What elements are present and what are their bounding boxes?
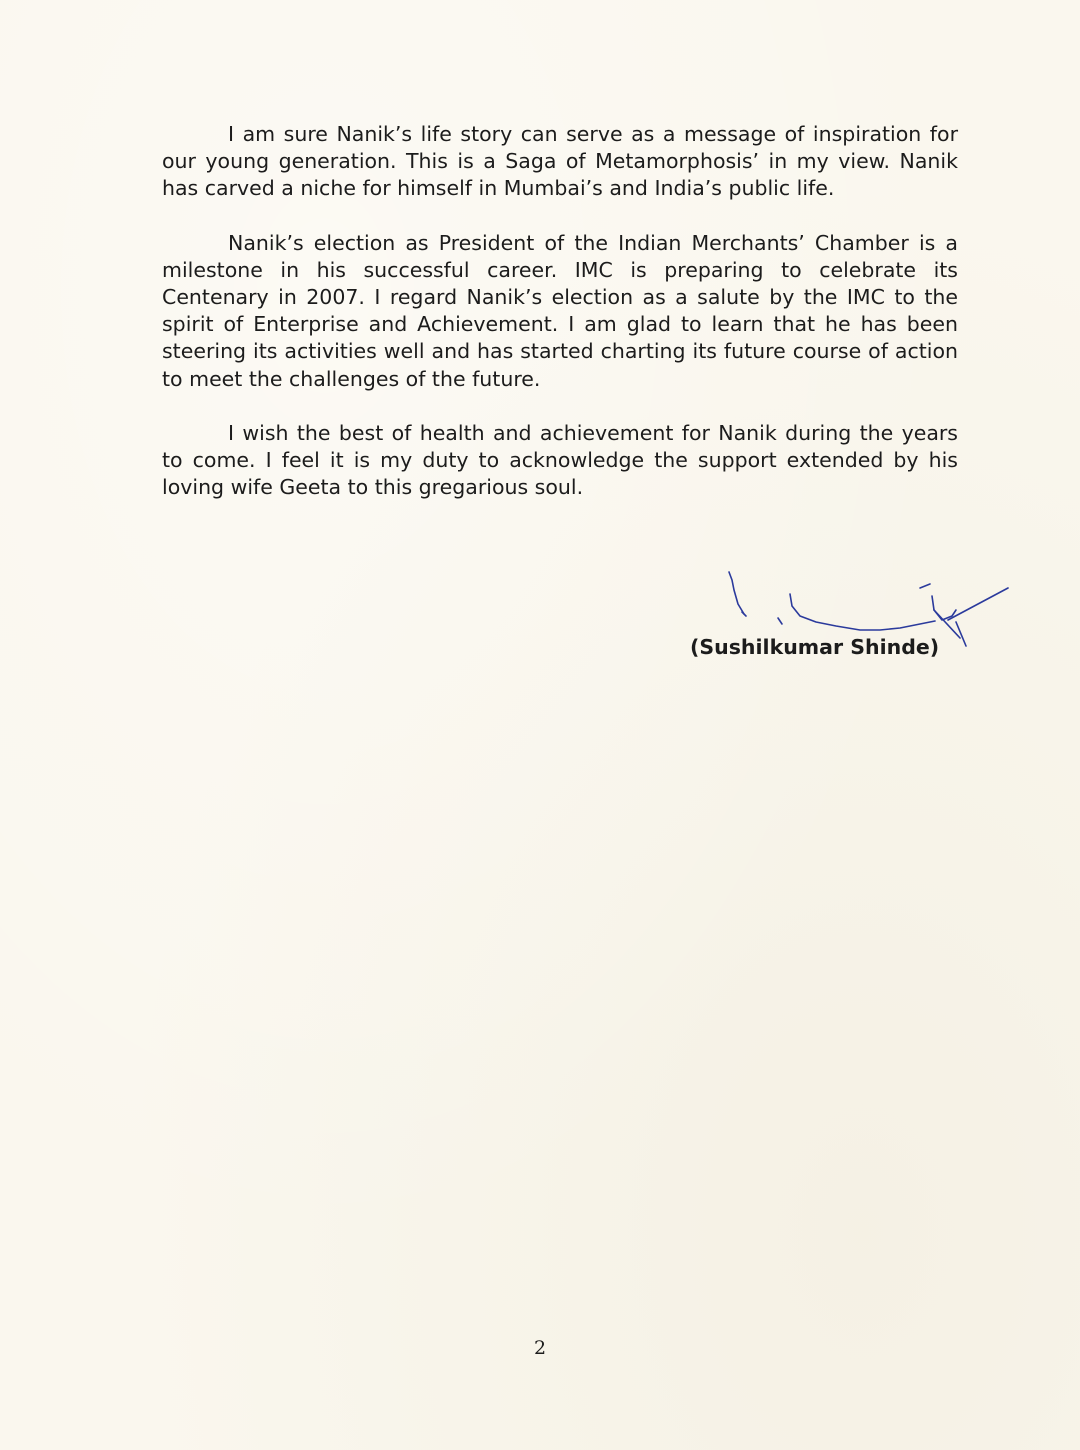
paragraph-3: I wish the best of health and achievement for Nanik during the years to come. I feel it is my duty to acknowledge the support extended by his loving wife Geeta to this gregarious soul. — [162, 420, 958, 500]
page-number: 2 — [533, 1337, 547, 1359]
letter-body — [162, 121, 958, 528]
paragraph-1: I am sure Nanik’s life story can serve as a message of inspiration for our young generation. This is a Saga of Metamorphosis’ in my view. Nanik has carved a niche for himself in Mumbai’s and India’s public life. — [162, 122, 958, 201]
paragraph-2: Nanik’s election as President of the Indian Merchants’ Chamber is a milestone in his successful career. IMC is preparing to celebrate its Centenary in 2007. I regard Nanik’s election as a salute by the IMC to the spirit of Enterprise and Achievement. I am glad to learn that he has been steering its activities well and has started charting its future course of action to meet the challenges of the future. — [162, 230, 958, 391]
signatory-name: (Sushilkumar Shinde) — [690, 635, 940, 659]
